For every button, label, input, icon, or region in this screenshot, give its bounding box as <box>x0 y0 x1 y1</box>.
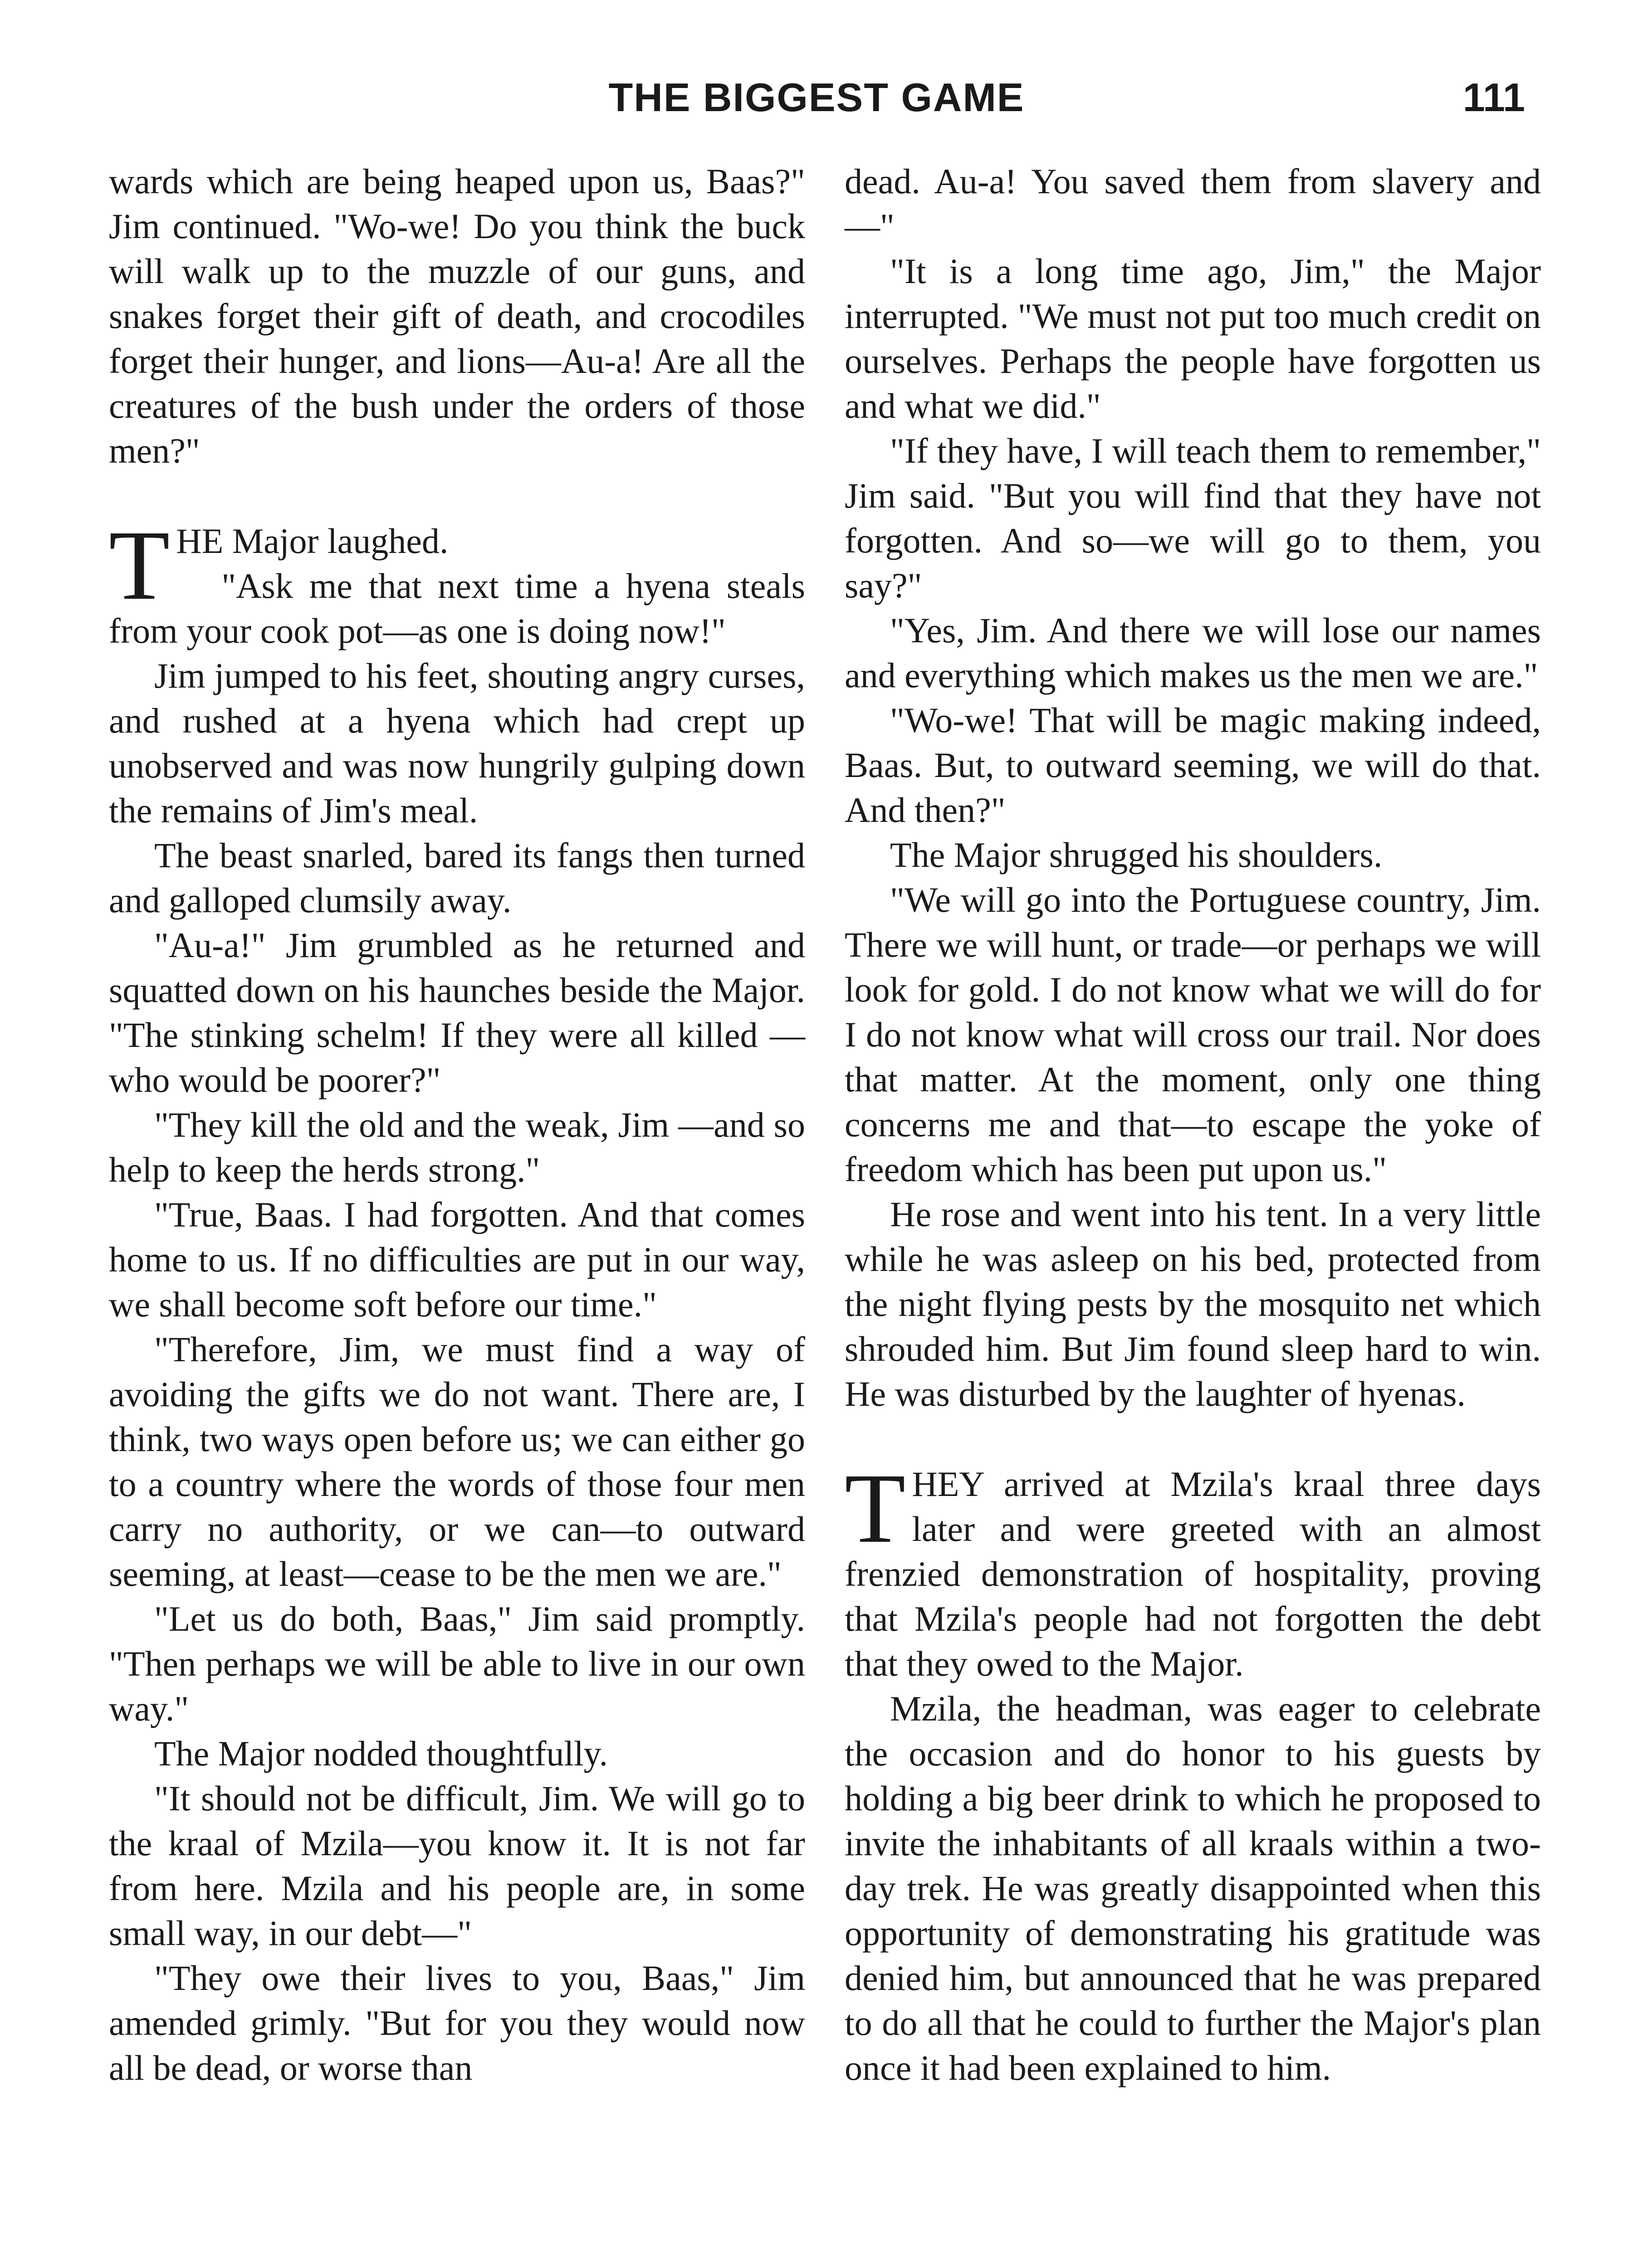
paragraph: Mzila, the headman, was eager to celebrate the occasion and do honor to his guests by holding a big beer drink to which he proposed to invite the inhabitants of all kraals within a two-day trek. He was greatly disappointed when this opportunity of demonstrating his gratitude was denied him, but announced that he was prepared to do all that he could to further the Major's plan once it had been explained to him. <box>845 1689 1541 2087</box>
paragraph: Jim jumped to his feet, shouting angry curses, and rushed at a hyena which had crept up unobserved and was now hungrily gulping down the remains of Jim's meal. <box>109 656 805 830</box>
paragraph: "It is a long time ago, Jim," the Major interrupted. "We must not put too much credit on ourselves. Perhaps the people have forgotten us and what we did." <box>845 251 1541 425</box>
paragraph: The beast snarled, bared its fangs then turned and galloped clumsily away. <box>109 836 805 920</box>
paragraph: "True, Baas. I had forgotten. And that comes home to us. If no difficulties are put in our way, we shall become soft before our time." <box>109 1195 805 1324</box>
paragraph: "Yes, Jim. And there we will lose our names and everything which makes us the men we are." <box>845 611 1541 695</box>
paragraph: wards which are being heaped upon us, Baas?" Jim continued. "Wo-we! Do you think the buck will walk up to the muzzle of our guns, and snakes forget their gift of death, and crocodiles forget their hunger, and lions—Au-a! Are all the creatures of the bush under the orders of those men?" <box>109 161 805 470</box>
page-header <box>0 68 1643 127</box>
section-start-paragraph <box>845 1453 1541 1686</box>
paragraph: "Let us do both, Baas," Jim said promptly. "Then perhaps we will be able to live in our own way." <box>109 1599 805 1728</box>
paragraph: "Ask me that next time a hyena steals from your cook pot—as one is doing now!" <box>109 566 805 650</box>
drop-cap: T <box>845 1453 906 1564</box>
paragraph: "Therefore, Jim, we must find a way of avoiding the gifts we do not want. There are, I think, two ways open before us; we can either go to a country where the words of those four men carry no authority, or we can—to outward seeming, at least—cease to be the men we are." <box>109 1330 805 1593</box>
running-head-title: THE BIGGEST GAME <box>608 75 1025 120</box>
paragraph: "They kill the old and the weak, Jim —and so help to keep the herds strong." <box>109 1105 805 1189</box>
paragraph: "If they have, I will teach them to remember," Jim said. "But you will find that they have not forgotten. And so—we will go to them, you say?" <box>845 431 1541 605</box>
paragraph: The Major nodded thoughtfully. <box>154 1734 608 1773</box>
paragraph: "We will go into the Portuguese country, Jim. There we will hunt, or trade—or perhaps we will look for gold. I do not know what we will do for I do not know what will cross our trail. Nor does that matter. At the moment, only one thing concerns me and that—to escape the yoke of freedom which has been put upon us." <box>845 880 1541 1189</box>
drop-cap: T <box>109 510 170 621</box>
paragraph: dead. Au-a! You saved them from slavery and—" <box>845 161 1541 246</box>
page-number: 111 <box>1462 75 1525 120</box>
paragraph-text: HE Major laughed. <box>176 521 449 561</box>
paragraph: "It should not be difficult, Jim. We will go to the kraal of Mzila—you know it. It is not far from here. Mzila and his people are, in some small way, in our debt—" <box>109 1779 805 1953</box>
paragraph: "Au-a!" Jim grumbled as he returned and squatted down on his haunches beside the Major. "The stinking schelm! If they were all killed — who would be poorer?" <box>109 925 805 1100</box>
paragraph: "Wo-we! That will be magic making indeed, Baas. But, to outward seeming, we will do that. And then?" <box>845 700 1541 830</box>
right-column <box>845 159 1541 2090</box>
paragraph: He rose and went into his tent. In a very little while he was asleep on his bed, protected from the night flying pests by the mosquito net which shrouded him. But Jim found sleep hard to win. He was disturbed by the laughter of hyenas. <box>845 1194 1541 1413</box>
paragraph: "They owe their lives to you, Baas," Jim amended grimly. "But for you they would now all be dead, or worse than <box>109 1958 805 2087</box>
paragraph-text: HEY arrived at Mzila's kraal three days later and were greeted with an almost frenzied demonstration of hospitality, proving that Mzila's people had not forgotten the debt that they owed to the Major. <box>845 1464 1541 1683</box>
paragraph: The Major shrugged his shoulders. <box>890 835 1383 875</box>
left-column <box>109 159 805 2090</box>
